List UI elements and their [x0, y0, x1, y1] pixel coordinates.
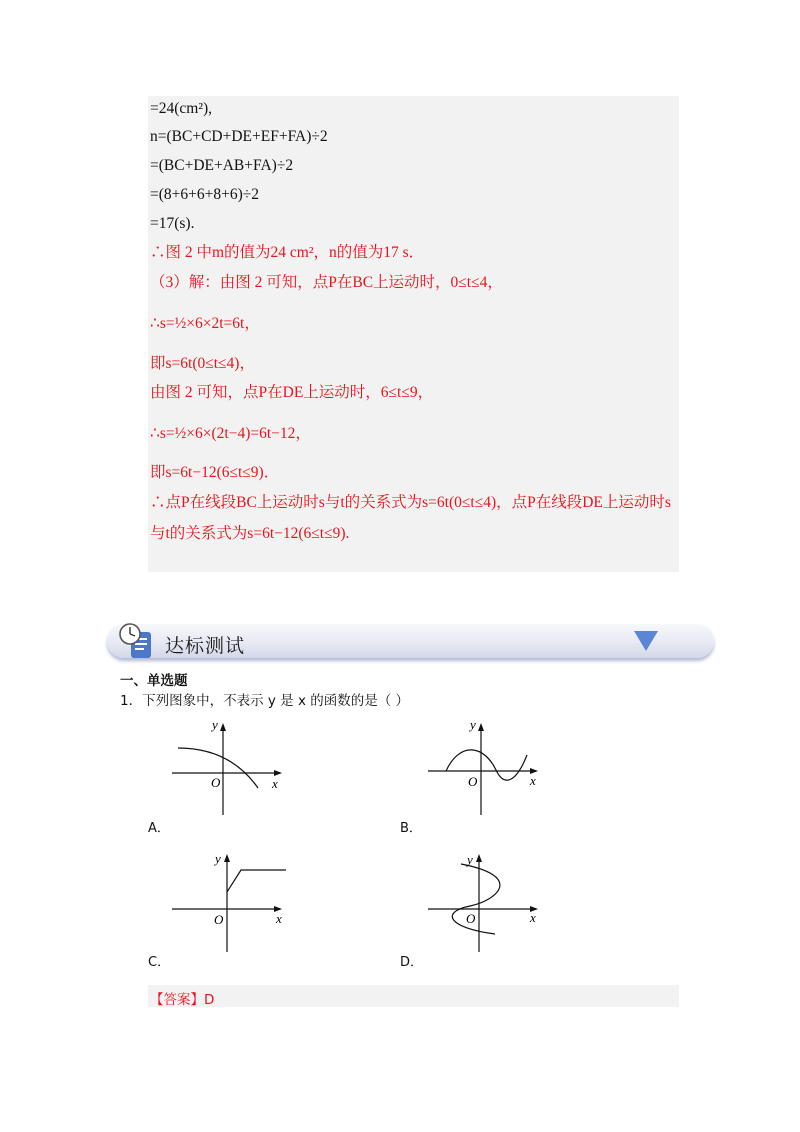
solution-line: =24(cm²), — [150, 100, 213, 117]
y-axis-label: y — [212, 717, 218, 732]
solution-line: ∴s=½×6×2t=6t， — [150, 315, 260, 332]
answer-text: 【答案】D — [150, 992, 215, 1008]
y-axis-label: y — [470, 717, 476, 732]
answer-box — [148, 985, 679, 1007]
solution-line: ∴s=½×6×(2t−4)=6t−12， — [150, 425, 311, 442]
origin-label: O — [468, 774, 478, 789]
solution-line: =(BC+DE+AB+FA)÷2 — [150, 157, 294, 174]
clock-document-icon — [117, 621, 157, 661]
section-heading: 一、单选题 — [120, 673, 188, 689]
origin-label: O — [214, 912, 224, 927]
origin-label: O — [211, 775, 221, 790]
solution-line: ∴点P在线段BC上运动时s与t的关系式为s=6t(0≤t≤4)，点P在线段DE上运动时s — [150, 494, 671, 511]
solution-line: 即s=6t(0≤t≤4)， — [150, 355, 255, 372]
graph-a — [168, 715, 298, 815]
graph-b — [424, 715, 554, 815]
solution-line: n=(BC+CD+DE+EF+FA)÷2 — [150, 128, 328, 145]
y-axis-label: y — [215, 851, 221, 866]
x-axis-label: x — [530, 773, 536, 788]
question-text: 1．下列图象中，不表示 y 是 x 的函数的是（ ） — [120, 693, 410, 709]
x-axis-label: x — [276, 911, 282, 926]
solution-line: =(8+6+6+8+6)÷2 — [150, 186, 260, 203]
graph-c — [168, 848, 298, 953]
option-c-label: C． — [148, 955, 171, 970]
solution-line: =17(s). — [150, 215, 195, 232]
x-axis-label: x — [272, 776, 278, 791]
y-axis-label: y — [467, 852, 473, 867]
origin-label: O — [466, 911, 476, 926]
x-axis-label: x — [530, 910, 536, 925]
section-banner — [107, 621, 714, 661]
solution-line: 由图 2 可知，点P在DE上运动时，6≤t≤9， — [150, 384, 434, 401]
solution-line: （3）解：由图 2 可知，点P在BC上运动时，0≤t≤4， — [150, 274, 503, 291]
solution-line: 与t的关系式为s=6t−12(6≤t≤9). — [150, 525, 350, 542]
graph-d — [424, 848, 554, 953]
option-a-label: A． — [148, 821, 170, 836]
option-d-label: D． — [400, 955, 424, 970]
solution-line: ∴图 2 中m的值为24 cm²，n的值为17 s． — [150, 244, 425, 261]
triangle-down-icon[interactable] — [633, 630, 659, 652]
solution-line: 即s=6t−12(6≤t≤9)． — [150, 464, 280, 481]
option-b-label: B． — [400, 821, 422, 836]
section-title: 达标测试 — [165, 635, 246, 657]
